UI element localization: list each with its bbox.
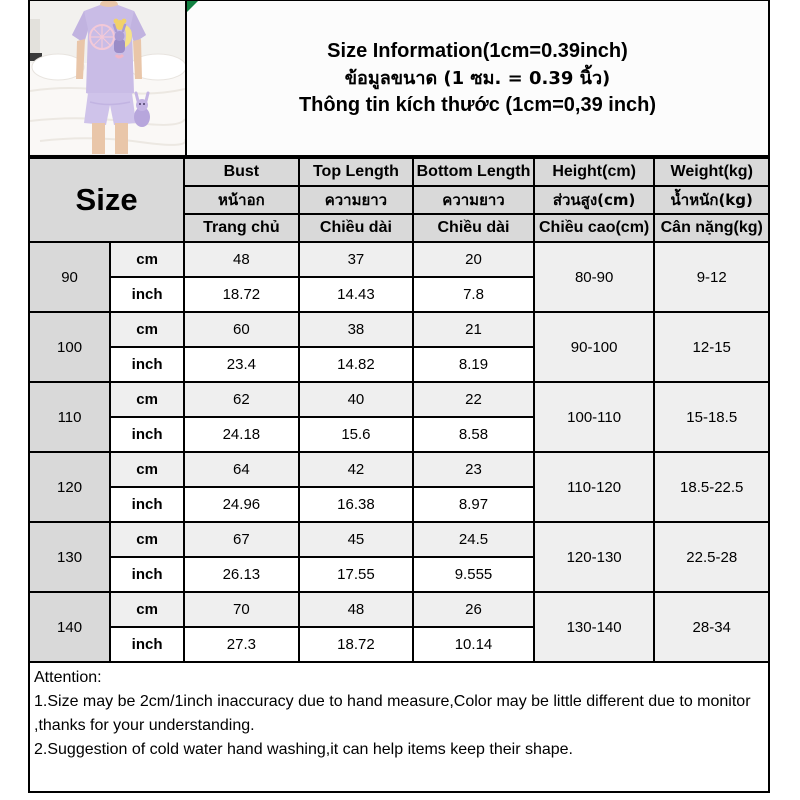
col-header-bottom-length-th: ความยาว xyxy=(413,186,534,214)
col-header-bust-vi: Trang chủ xyxy=(184,214,299,242)
title-english: Size Information(1cm=0.39inch) xyxy=(327,39,628,62)
bottom-length-inch: 10.14 xyxy=(413,627,534,662)
top-length-cm: 42 xyxy=(299,452,414,487)
col-header-bust-th: หน้าอก xyxy=(184,186,299,214)
bottom-length-inch: 8.58 xyxy=(413,417,534,452)
bust-inch: 23.4 xyxy=(184,347,299,382)
top-length-inch: 18.72 xyxy=(299,627,414,662)
bottom-length-cm: 23 xyxy=(413,452,534,487)
top-length-cm: 45 xyxy=(299,522,414,557)
bottom-length-inch: 8.19 xyxy=(413,347,534,382)
bottom-length-cm: 22 xyxy=(413,382,534,417)
top-row xyxy=(28,0,770,157)
height-range: 110-120 xyxy=(534,452,655,522)
bottom-length-cm: 20 xyxy=(413,242,534,277)
unit-inch: inch xyxy=(110,417,184,452)
top-length-inch: 16.38 xyxy=(299,487,414,522)
top-length-cm: 37 xyxy=(299,242,414,277)
table-row xyxy=(29,242,769,277)
unit-inch: inch xyxy=(110,627,184,662)
title-thai: ข้อมูลขนาด (1 ซม. = 0.39 นิ้ว) xyxy=(344,67,611,89)
col-header-bust-en: Bust xyxy=(184,158,299,186)
bust-cm: 62 xyxy=(184,382,299,417)
pajama-photo-illustration xyxy=(30,1,185,154)
bottom-length-cm: 21 xyxy=(413,312,534,347)
bust-cm: 67 xyxy=(184,522,299,557)
top-length-inch: 15.6 xyxy=(299,417,414,452)
weight-range: 15-18.5 xyxy=(654,382,769,452)
height-range: 80-90 xyxy=(534,242,655,312)
col-header-top-length-vi: Chiều dài xyxy=(299,214,414,242)
col-header-bottom-length-vi: Chiều dài xyxy=(413,214,534,242)
product-photo xyxy=(30,1,187,155)
size-value: 100 xyxy=(29,312,110,382)
title-vietnamese: Thông tin kích thước (1cm=0,39 inch) xyxy=(298,93,657,116)
size-value: 120 xyxy=(29,452,110,522)
bust-inch: 27.3 xyxy=(184,627,299,662)
unit-cm: cm xyxy=(110,522,184,557)
unit-cm: cm xyxy=(110,592,184,627)
unit-cm: cm xyxy=(110,242,184,277)
height-range: 90-100 xyxy=(534,312,655,382)
bust-cm: 64 xyxy=(184,452,299,487)
bust-cm: 48 xyxy=(184,242,299,277)
attention-line-1: 1.Size may be 2cm/1inch inaccuracy due to hand measure,Color may be little different due to monitor ,thanks for your understanding. xyxy=(34,693,751,734)
attention-title: Attention: xyxy=(34,669,102,686)
size-column-header: Size xyxy=(29,158,184,242)
table-row xyxy=(29,522,769,557)
unit-inch: inch xyxy=(110,277,184,312)
height-range: 100-110 xyxy=(534,382,655,452)
table-row xyxy=(29,382,769,417)
col-header-weight-th: น้ำหนัก(kg) xyxy=(654,186,769,214)
bottom-length-inch: 9.555 xyxy=(413,557,534,592)
weight-range: 9-12 xyxy=(654,242,769,312)
unit-inch: inch xyxy=(110,347,184,382)
bottom-length-inch: 8.97 xyxy=(413,487,534,522)
bust-cm: 60 xyxy=(184,312,299,347)
table-row xyxy=(29,452,769,487)
height-range: 130-140 xyxy=(534,592,655,662)
weight-range: 28-34 xyxy=(654,592,769,662)
col-header-top-length-th: ความยาว xyxy=(299,186,414,214)
col-header-height-th: ส่วนสูง(cm) xyxy=(534,186,655,214)
header-row-en xyxy=(29,158,769,186)
top-length-cm: 48 xyxy=(299,592,414,627)
table-row xyxy=(29,592,769,627)
unit-inch: inch xyxy=(110,487,184,522)
weight-range: 12-15 xyxy=(654,312,769,382)
col-header-bottom-length-en: Bottom Length xyxy=(413,158,534,186)
size-chart-sheet xyxy=(28,0,770,793)
col-header-height-vi: Chiều cao(cm) xyxy=(534,214,655,242)
bust-inch: 24.18 xyxy=(184,417,299,452)
bust-inch: 18.72 xyxy=(184,277,299,312)
bottom-length-cm: 24.5 xyxy=(413,522,534,557)
size-value: 110 xyxy=(29,382,110,452)
col-header-height-en: Height(cm) xyxy=(534,158,655,186)
size-information-header xyxy=(187,1,768,155)
top-length-inch: 14.82 xyxy=(299,347,414,382)
size-value: 140 xyxy=(29,592,110,662)
height-range: 120-130 xyxy=(534,522,655,592)
bust-cm: 70 xyxy=(184,592,299,627)
size-table xyxy=(28,157,770,663)
top-length-cm: 38 xyxy=(299,312,414,347)
attention-notes xyxy=(28,663,770,793)
bust-inch: 26.13 xyxy=(184,557,299,592)
weight-range: 22.5-28 xyxy=(654,522,769,592)
weight-range: 18.5-22.5 xyxy=(654,452,769,522)
bottom-length-cm: 26 xyxy=(413,592,534,627)
top-length-cm: 40 xyxy=(299,382,414,417)
attention-line-2: 2.Suggestion of cold water hand washing,it can help items keep their shape. xyxy=(34,741,573,758)
col-header-weight-vi: Cân nặng(kg) xyxy=(654,214,769,242)
top-length-inch: 17.55 xyxy=(299,557,414,592)
size-value: 130 xyxy=(29,522,110,592)
bottom-length-inch: 7.8 xyxy=(413,277,534,312)
unit-cm: cm xyxy=(110,312,184,347)
green-corner-flag-icon xyxy=(187,1,198,12)
size-value: 90 xyxy=(29,242,110,312)
col-header-top-length-en: Top Length xyxy=(299,158,414,186)
unit-cm: cm xyxy=(110,452,184,487)
unit-cm: cm xyxy=(110,382,184,417)
bust-inch: 24.96 xyxy=(184,487,299,522)
unit-inch: inch xyxy=(110,557,184,592)
top-length-inch: 14.43 xyxy=(299,277,414,312)
table-row xyxy=(29,312,769,347)
col-header-weight-en: Weight(kg) xyxy=(654,158,769,186)
